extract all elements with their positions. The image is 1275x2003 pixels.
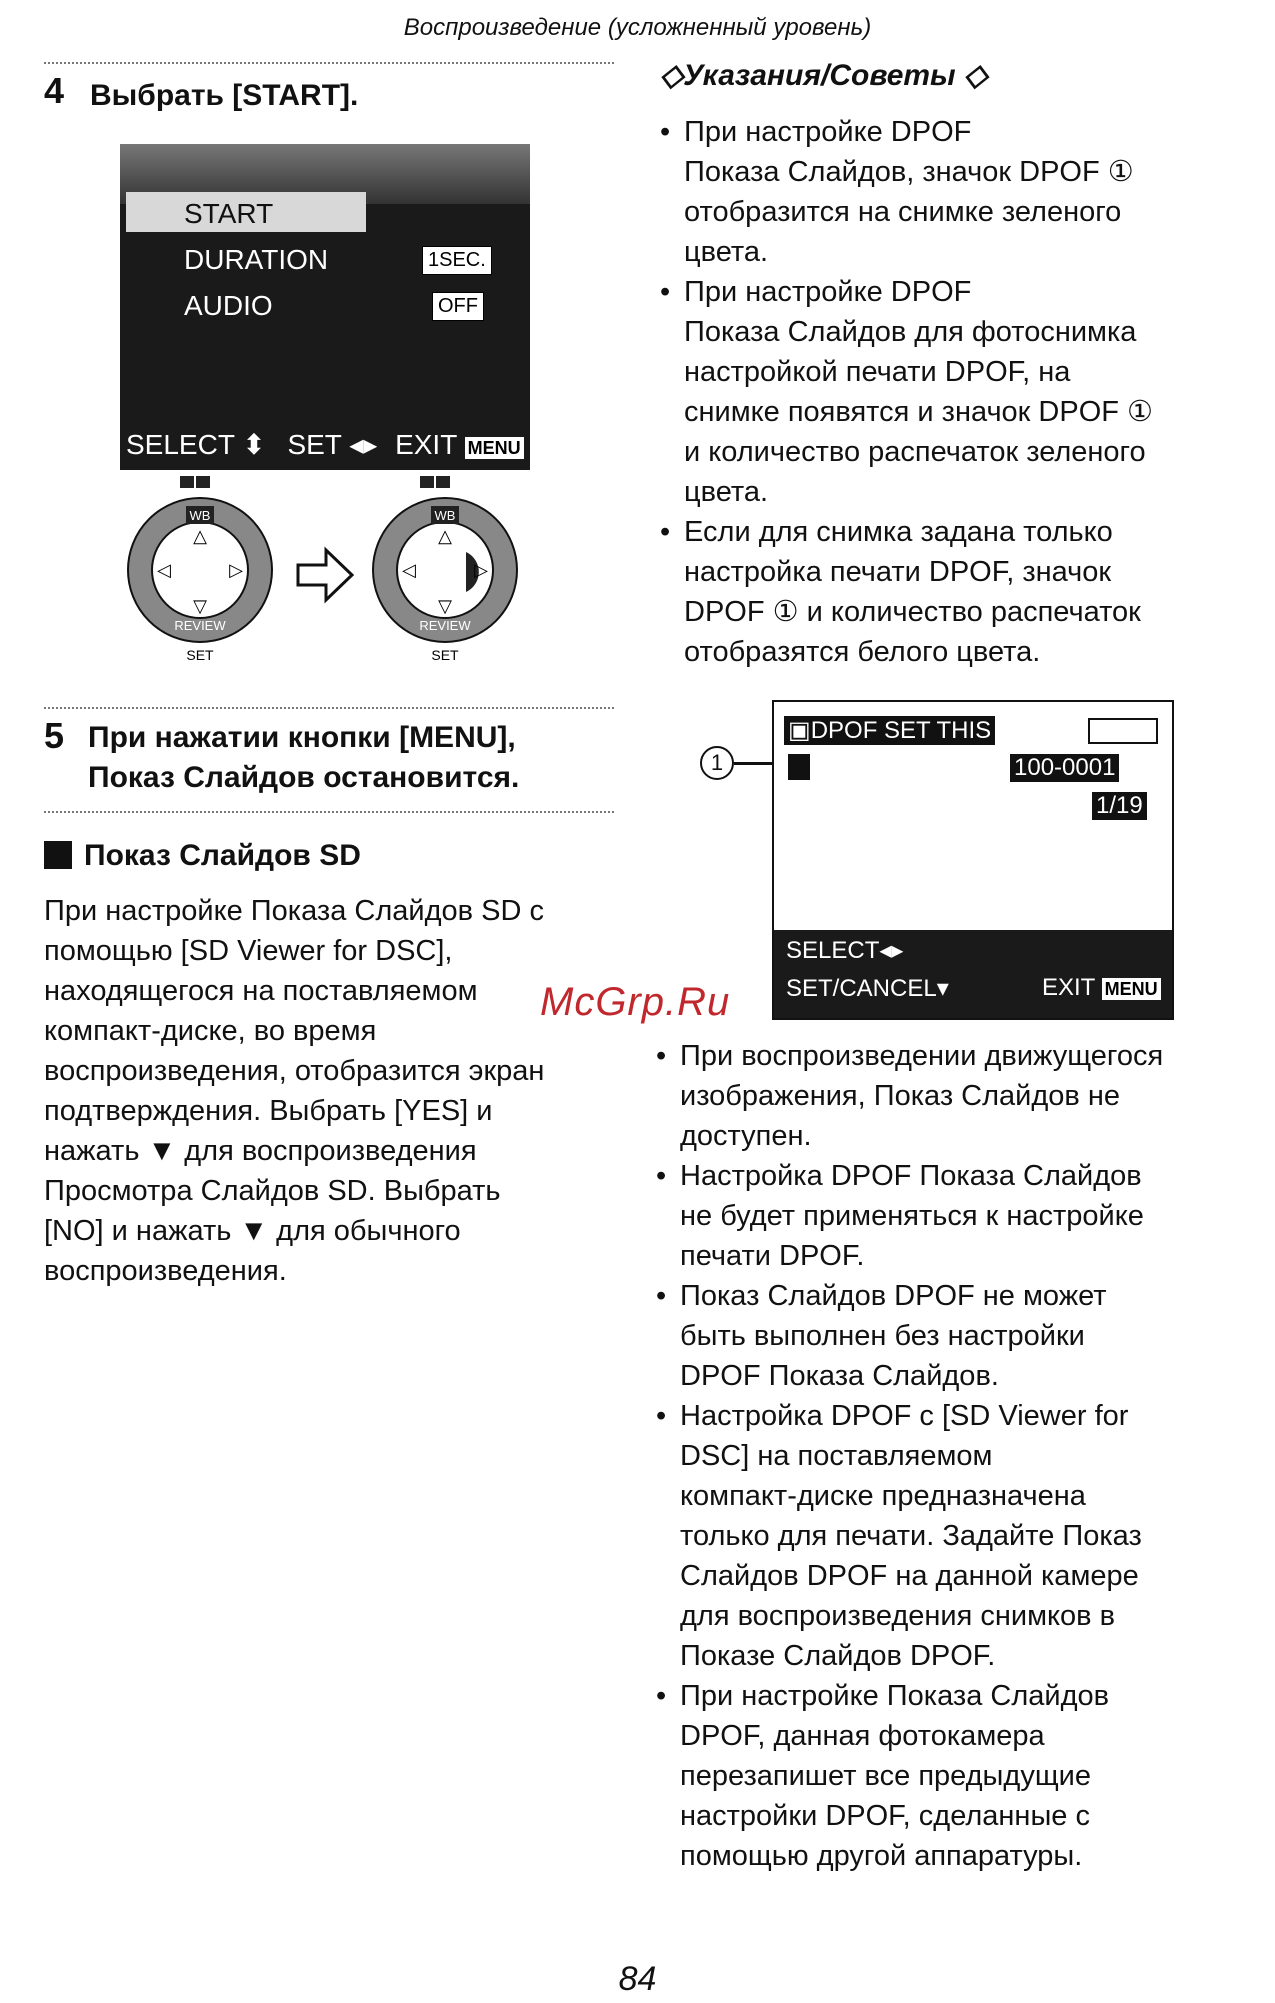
up-down-icon: ⬍: [242, 429, 266, 460]
wb-label: WB: [434, 508, 456, 523]
duration-value: 1SEC.: [422, 246, 492, 275]
svg-text:△: △: [438, 526, 452, 546]
step-number: 5: [44, 715, 65, 756]
nav-exit: EXIT: [395, 429, 457, 460]
set-label: SET: [431, 647, 459, 663]
callout-number: 1: [700, 746, 734, 780]
text-line: воспроизведения.: [44, 1255, 287, 1287]
list-item: • При воспроизведении движущегося изображения, Показ Слайдов не доступен.: [656, 1036, 1256, 1156]
divider: [44, 707, 614, 709]
step-text: [88, 718, 519, 798]
dpof-title: [784, 716, 995, 745]
tips-title: ◇Указания/Советы ◇: [660, 59, 988, 92]
arrow-right-icon: [298, 550, 352, 600]
image-count: 1/19: [1092, 792, 1147, 820]
battery-icon: [1088, 718, 1158, 744]
list-item: • Показ Слайдов DPOF не может быть выполнен без настройки DPOF Показа Слайдов.: [656, 1276, 1256, 1396]
dial-left: [128, 476, 272, 663]
list-item: • При настройке Показа Слайдов DPOF, данная фотокамера перезапишет все предыдущие настройки DPOF, сделанные с помощью другой аппаратуры.: [656, 1676, 1256, 1876]
step-text-line: Показ Слайдов остановится.: [88, 761, 520, 794]
square-bullet-icon: [44, 841, 72, 869]
nav-set: SET: [287, 429, 342, 460]
menu-item-audio[interactable]: AUDIO: [184, 290, 273, 321]
svg-text:△: △: [193, 526, 207, 546]
section-title-text: Показ Слайдов SD: [84, 839, 361, 872]
text-line: нажать ▼ для воспроизведения: [44, 1135, 477, 1167]
step-text: Выбрать [START].: [90, 79, 359, 112]
audio-value: OFF: [432, 292, 484, 321]
svg-text:▽: ▽: [438, 596, 452, 616]
set-label: SET: [186, 647, 214, 663]
menu-item-start[interactable]: START: [184, 198, 274, 229]
svg-text:◁: ◁: [157, 560, 171, 580]
menu-key: MENU: [465, 437, 524, 459]
menu-key: MENU: [1102, 978, 1161, 1000]
svg-text:▷: ▷: [229, 560, 243, 580]
text-line: воспроизведения, отобразится экран: [44, 1055, 545, 1087]
dpof-icon: ▣: [788, 717, 811, 744]
divider: [44, 62, 614, 64]
section-title: [44, 836, 361, 876]
svg-text:▷: ▷: [474, 560, 488, 580]
dpof-select: SELECT◂▸: [786, 937, 904, 964]
text-line: находящегося на поставляемом: [44, 975, 478, 1007]
svg-text:◁: ◁: [402, 560, 416, 580]
text-line: При настройке Показа Слайдов SD с: [44, 895, 544, 927]
left-right-icon: ◂▸: [879, 937, 904, 964]
nav-select: SELECT: [126, 429, 235, 460]
list-item: • Если для снимка задана только настройка печати DPOF, значок DPOF ① и количество распечаток отобразятся белого цвета.: [660, 512, 1240, 672]
list-item: • Настройка DPOF с [SD Viewer for DSC] на поставляемом компакт-диске предназначена только для печати. Задайте Показ Слайдов DPOF на данной камере для воспроизведения снимков в Показе Слайдов DPOF.: [656, 1396, 1256, 1676]
text-line: компакт-диске, во время: [44, 1015, 377, 1047]
camera-screen-dpof: [772, 700, 1174, 1020]
dial-right: [373, 476, 517, 663]
text-line: помощью [SD Viewer for DSC],: [44, 935, 453, 967]
camera-screen-menu: [120, 144, 530, 470]
dpof-exit: EXIT MENU: [1042, 974, 1161, 1002]
dpof-mark-icon: [788, 754, 810, 780]
svg-text:▽: ▽: [193, 596, 207, 616]
text-line: Просмотра Слайдов SD. Выбрать: [44, 1175, 501, 1207]
nav-bar: [126, 428, 524, 461]
wb-label: WB: [189, 508, 211, 523]
down-arrow-icon: ▾: [936, 975, 949, 1002]
dpof-title-text: DPOF SET THIS: [810, 717, 992, 744]
step-text-line: При нажатии кнопки [MENU],: [88, 721, 516, 754]
list-item: • При настройке DPOF Показа Слайдов, значок DPOF ① отобразится на снимке зеленого цвета.: [660, 112, 1240, 272]
watermark-logo: McGrp.Ru: [540, 980, 731, 1024]
step-number: 4: [44, 70, 65, 111]
page-number: 84: [618, 1960, 657, 1998]
divider: [44, 811, 614, 813]
menu-item-duration[interactable]: DURATION: [184, 244, 329, 275]
file-number: 100-0001: [1010, 754, 1119, 782]
text-line: подтверждения. Выбрать [YES] и: [44, 1095, 493, 1127]
notes-list: [656, 1036, 1256, 1876]
dials-illustration: [120, 470, 540, 670]
review-label: REVIEW: [419, 618, 471, 633]
tips-list: [660, 112, 1240, 672]
text-line: [NO] и нажать ▼ для обычного: [44, 1215, 461, 1247]
dpof-setcancel: SET/CANCEL▾: [786, 975, 949, 1002]
review-label: REVIEW: [174, 618, 226, 633]
page-header: Воспроизведение (усложненный уровень): [403, 14, 872, 41]
list-item: • Настройка DPOF Показа Слайдов не будет применяться к настройке печати DPOF.: [656, 1156, 1256, 1276]
list-item: • При настройке DPOF Показа Слайдов для фотоснимка настройкой печати DPOF, на снимке появятся и значок DPOF ① и количество распечаток зеленого цвета.: [660, 272, 1240, 512]
left-right-icon: ◂▸: [349, 429, 378, 460]
sd-paragraph: [44, 891, 624, 1291]
dpof-navbar: [774, 930, 1172, 1018]
